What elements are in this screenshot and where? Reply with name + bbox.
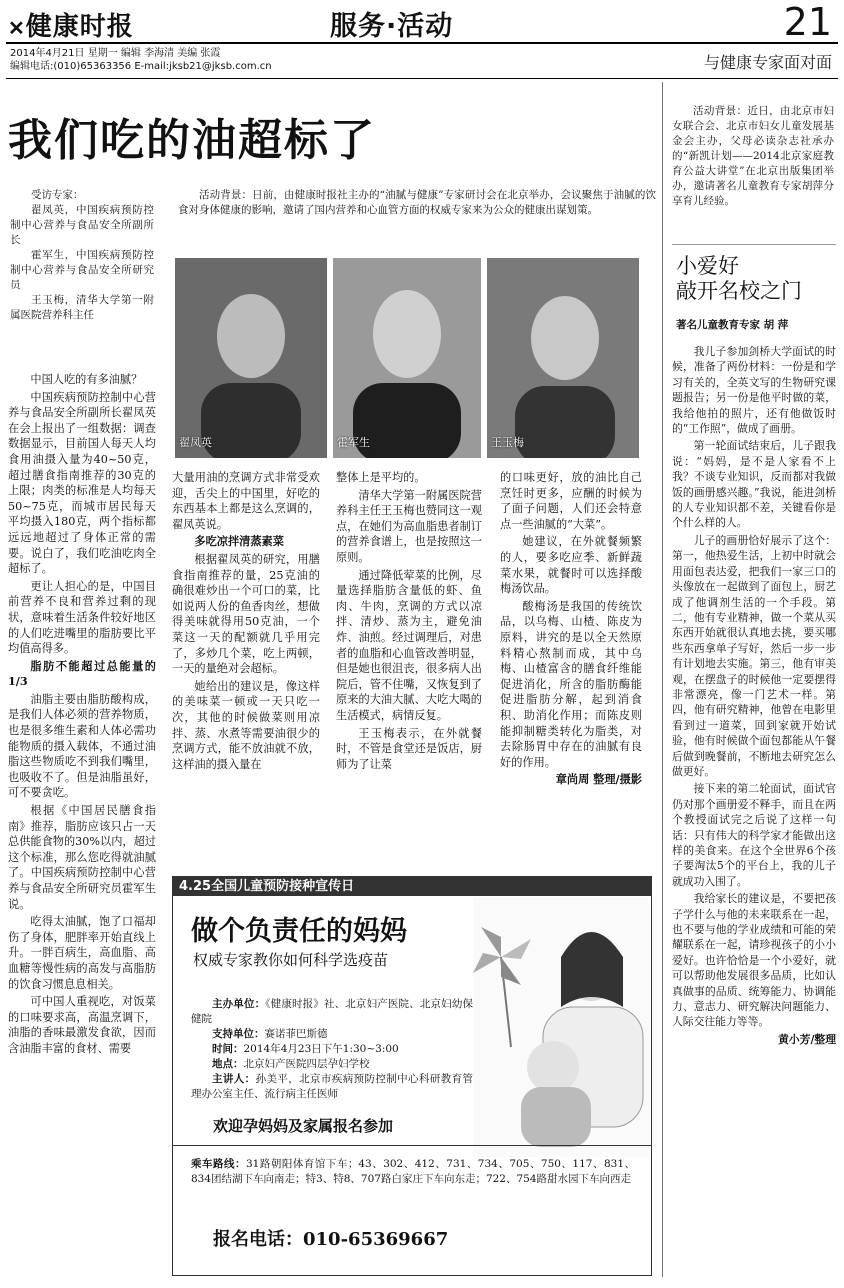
paragraph: 我儿子参加剑桥大学面试的时候，准备了两份材料：一份是和学习有关的，全英文写的生物研究课题报告；另一份是他平时做的菜，我给他拍的照片，还有他做饭时的“工作照”，做成了画册。 xyxy=(672,345,836,436)
masthead-rule-bottom xyxy=(6,78,838,79)
paragraph: 第一轮面试结束后，儿子跟我说：“妈妈，是不是人家看不上我？不谈专业知识，反而都对我做饭的画册感兴趣。”我说，能进剑桥的人专业知识都不差，关键看你是个什么样的人。 xyxy=(672,439,836,530)
newspaper-logo: ✕健康时报 xyxy=(8,12,134,42)
portrait-placeholder xyxy=(175,258,327,458)
byline: 章尚周 整理/摄影 xyxy=(555,772,642,787)
paragraph: 可中国人重视吃，对饭菜的口味要求高，高温烹调下，油脂的香味最激发食欲，因而含油脂丰富的食材、需要 xyxy=(8,995,156,1055)
paragraph: 通过降低荤菜的比例，尽量选择脂肪含量低的虾、鱼肉、牛肉，烹调的方式以凉拌、清炒、蒸为主，避免油炸、油煎。经过调理后，对患者的血脂和心血管改善明显，但是她也很沮丧，很多病人出院后，管不住嘴，又恢复到了原来的大油大腻、大吃大喝的生活模式，病情反复。 xyxy=(336,568,482,722)
paragraph: 更让人担心的是，中国目前营养不良和营养过剩的现状，意味着生活条件较好地区的人们吃进嘴里的脂肪要比平均值高得多。 xyxy=(8,579,156,656)
logo-mark-icon: ✕ xyxy=(8,16,26,40)
expert-item: 霍军生，中国疾病预防控制中心营养与食品安全所研究员 xyxy=(10,249,154,291)
expert-item: 翟凤英，中国疾病预防控制中心营养与食品安全所副所长 xyxy=(10,204,154,246)
paragraph: 她建议，在外就餐频繁的人，要多吃应季、新鲜蔬菜水果，就餐时可以选择酸梅汤饮品。 xyxy=(500,535,642,596)
article2-body xyxy=(672,344,836,1049)
article2-background: 活动背景：近日，由北京市妇女联合会、北京市妇女儿童发展基金会主办，父母必读杂志社承办的“新凯计划——2014北京家庭教育公益大讲堂”在北京出版集团举办，邀请著名儿童教育专家胡萍分享育儿经验。 xyxy=(672,105,834,207)
masthead-rule xyxy=(6,42,838,44)
mother-baby-illustration xyxy=(473,897,649,1157)
paragraph: 清华大学第一附属医院营养科主任王玉梅也赞同这一观点，在她们为高血脂患者制订的营养食谱上，也是按照这一原则。 xyxy=(336,488,482,564)
paragraph: 儿子的画册恰好展示了这个：第一，他热爱生活，上初中时就会用面包表达爱，把我们一家三口的头像放在一起做到了面包上，厨艺成了他调剂生活的一个手段。第二，他有专业精神，做一个菜从买东西开始就很认真地去挑，要买哪些东西拿单子写好，然后一步一步有计划地去实施。第三，他有审美观，在摆盘子的时候他一定要摆得非常漂亮，像一门艺术一样。第四，他有研究精神，他曾在电影里看到过一道菜，回到家就开始试验，他有时候做个面包都能从午餐后做到晚餐前，不断地去研究怎么做更好。 xyxy=(672,533,836,778)
promo-phone: 报名电话：010-65369667 xyxy=(213,1229,449,1250)
paragraph: 中国人吃的有多油腻？ xyxy=(30,373,143,386)
promo-title: 做个负责任的妈妈 xyxy=(191,916,407,947)
subheading: 多吃凉拌清蒸素菜 xyxy=(194,534,284,549)
portrait-placeholder xyxy=(487,258,639,458)
paragraph: 油脂主要由脂肪酸构成，是我们人体必须的营养物质，也是很多维生素和人体必需功能物质的摄入载体，不通过油脂这些物质吃不到我们嘴里，也吸收不了。但是油脂虽好，可不要贪吃。 xyxy=(8,692,156,800)
promo-organizers: 主办单位：《健康时报》社、北京妇产医院、北京妇幼保健院 xyxy=(191,998,473,1025)
promo-tag: 4.25全国儿童预防接种宣传日 xyxy=(173,877,651,896)
paragraph: 吃得太油腻，饱了口福却伤了身体，肥胖率开始直线上升。一胖百病生，高血脂、高血糖等慢性病的高发与高脂肪的饮食习惯息息相关。 xyxy=(8,915,156,991)
paragraph: 我给家长的建议是，不要把孩子学什么与他的未来联系在一起，也不要与他的学业成绩和可能的荣耀联系在一起，请珍视孩子的小小爱好。也许恰恰是一个小爱好，就可以帮助他发展很多品质，比如认真做事的品质、统筹能力、协调能力、意志力、研究解决问题能力、人际交往能力等等。 xyxy=(672,892,836,1029)
article-background: 活动背景：日前，由健康时报社主办的“油腻与健康”专家研讨会在北京举办，会议聚焦于油腻的饮食对身体健康的影响，邀请了国内营养和心血管方面的权威专家来为公众的健康出谋划策。 xyxy=(178,189,656,216)
article2-author: 著名儿童教育专家 胡 萍 xyxy=(676,319,789,331)
article-column-1 xyxy=(8,372,156,1059)
promo-photo xyxy=(473,897,649,1157)
article-column-4 xyxy=(500,470,642,790)
expert-item: 王玉梅，清华大学第一附属医院营养科主任 xyxy=(10,294,154,321)
article-column-3 xyxy=(336,470,482,774)
paragraph: 整体上是平均的。 xyxy=(336,471,426,484)
paragraph: 根据翟凤英的研究，用膳食指南推荐的量，25克油的确很难炒出一个可口的菜，比如说两人份的鱼香肉丝，想做得美味就得用50克油，一个菜这一天的配额就几乎用完了，多炒几个菜，吃上两顿，一天的量绝对会超标。 xyxy=(172,552,320,676)
promo-box xyxy=(172,876,652,1276)
photo-expert-3 xyxy=(487,258,639,458)
photo-caption: 霍军生 xyxy=(337,436,370,449)
page-number: 21 xyxy=(783,0,832,44)
paragraph: 大量用油的烹调方式非常受欢迎，舌尖上的中国里，好吃的东西基本上都是这么烹调的，翟凤英说。 xyxy=(172,471,320,531)
article-column-2 xyxy=(172,470,320,774)
expert-list xyxy=(10,188,154,323)
article-headline: 我们吃的油超标了 xyxy=(8,115,376,166)
promo-welcome: 欢迎孕妈妈及家属报名参加 xyxy=(213,1117,394,1135)
photo-caption: 翟凤英 xyxy=(179,436,212,449)
paragraph: 接下来的第二轮面试，面试官仍对那个画册爱不释手，而且在两个教授面试完之后说了这样一句话：只有伟大的科学家才能做出这样的美食来。在这个全世界6个孩子要淘汰5个的平台上，我的儿子就成功入围了。 xyxy=(672,782,836,888)
date-line: 2014年4月21日 星期一 编辑 李海清 美编 张霞 xyxy=(10,48,221,59)
promo-subtitle: 权威专家教你如何科学选疫苗 xyxy=(193,951,389,969)
promo-time: 时间：2014年4月23日下午1:30~3:00 xyxy=(212,1043,399,1055)
contact-line: 编辑电话:(010)65363356 E-mail:jksb21@jksb.com.cn xyxy=(10,61,272,72)
paragraph: 她给出的建议是，像这样的美味菜一顿或一天只吃一次，其他的时候做菜则用凉拌、蒸、水煮等需要油很少的烹调方式，能不放油就不放，这样油的摄入量在 xyxy=(172,679,320,771)
article2-title: 小爱好 敲开名校之门 xyxy=(676,254,802,303)
paragraph: 王玉梅表示，在外就餐时，不管是食堂还是饭店，厨师为了让菜 xyxy=(336,726,482,771)
promo-place: 地点：北京妇产医院四层孕妇学校 xyxy=(212,1058,370,1070)
photo-expert-1 xyxy=(175,258,327,458)
promo-divider xyxy=(173,1145,651,1146)
column-divider xyxy=(662,82,663,1277)
experts-label: 受访专家： xyxy=(31,189,84,201)
portrait-placeholder xyxy=(333,258,481,458)
promo-supporter: 支持单位：赛诺菲巴斯德 xyxy=(212,1028,328,1040)
photo-caption: 王玉梅 xyxy=(491,436,524,449)
paragraph: 根据《中国居民膳食指南》推荐，脂肪应该只占一天总供能食物的30%以内，超过这个标准，那么您吃得就油腻了。中国疾病预防控制中心营养与食品安全所研究员霍军生说。 xyxy=(8,804,156,911)
subheading: 脂肪不能超过总能量的1/3 xyxy=(8,658,156,689)
promo-details xyxy=(191,997,473,1102)
article2-rule xyxy=(672,244,836,245)
paragraph: 的口味更好，放的油比自己烹饪时更多，应酬的时候为了面子问题，人们还会特意点一些油腻的“大菜”。 xyxy=(500,471,642,531)
column-slogan: 与健康专家面对面 xyxy=(703,53,832,72)
photo-expert-2 xyxy=(333,258,481,458)
paragraph: 酸梅汤是我国的传统饮品，以乌梅、山楂、陈皮为原料，讲究的是以全天然原料精心熬制而成，其中乌梅、山楂富含的膳食纤维能促进消化，所含的脂肪酶能促进脂肪分解，起到消食积、助消化作用；而陈皮则能抑制糖类转化为脂类，对去除肠胃中存在的油腻有良好的作用。 xyxy=(500,599,642,769)
byline: 黄小芳/整理 xyxy=(778,1032,836,1046)
promo-bus: 乘车路线：31路朝阳体育馆下车；43、302、412、731、734、705、750、117、831、834团结湖下车向南走；特3、特8、707路白家庄下车向东走；722、754路甜水园下车向西走 xyxy=(191,1158,635,1185)
promo-speaker: 主讲人：孙美平，北京市疾病预防控制中心科研教育管理办公室主任、流行病主任医师 xyxy=(191,1073,474,1100)
section-title: 服务·活动 xyxy=(330,11,454,42)
paragraph: 中国疾病预防控制中心营养与食品安全所副所长翟凤英在会上报出了一组数据：调查数据显示，目前国人每天人均食用油摄入量为40~50克，超过膳食指南推荐的30克的上限；肉类的标准是人均每天50~75克，而城市居民每天平均摄入180克，两个指标都远远地超过了身体正常的需要。说白了，我们吃油吃肉全超标了。 xyxy=(8,390,156,576)
